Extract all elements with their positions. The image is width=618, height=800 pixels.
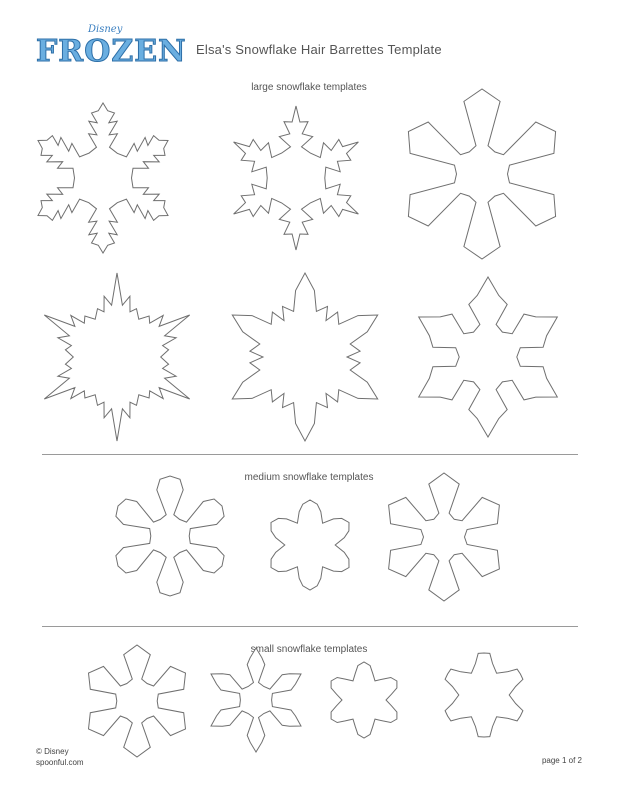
- site-text: spoonful.com: [36, 758, 84, 767]
- small-snowflake-3: [331, 662, 397, 738]
- page-title: Elsa's Snowflake Hair Barrettes Template: [196, 42, 442, 57]
- small-snowflake-2: [211, 648, 301, 752]
- copyright-text: © Disney: [36, 747, 69, 756]
- large-snowflake-1: [38, 103, 168, 253]
- section-label-medium: medium snowflake templates: [244, 472, 374, 483]
- large-snowflake-4: [44, 273, 189, 441]
- section-label-small: small snowflake templates: [250, 644, 368, 655]
- large-snowflake-3: [408, 89, 555, 259]
- large-snowflake-5: [232, 273, 377, 441]
- logo-title: FROZEN: [36, 34, 187, 69]
- page-number: page 1 of 2: [541, 756, 582, 765]
- logo-brand: Disney: [88, 24, 123, 35]
- large-snowflake-6: [419, 277, 558, 437]
- small-snowflake-1: [89, 645, 186, 757]
- medium-snowflake-1: [116, 476, 224, 596]
- section-label-large: large snowflake templates: [251, 82, 367, 93]
- footer-credits: [36, 746, 84, 768]
- medium-snowflake-3: [389, 473, 500, 601]
- large-snowflake-2: [234, 106, 359, 250]
- medium-snowflake-2: [271, 500, 349, 590]
- small-snowflake-4: [445, 653, 523, 737]
